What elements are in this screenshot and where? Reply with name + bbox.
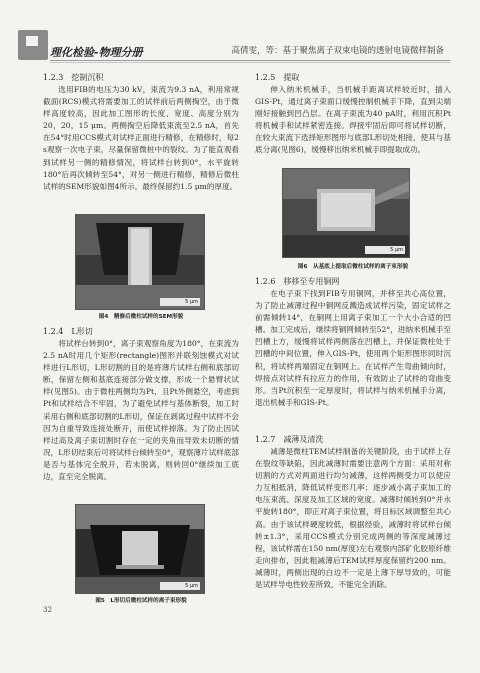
journal-logo (18, 30, 48, 60)
figure-5-image (75, 504, 205, 594)
header-rule-secondary (50, 62, 450, 63)
section-text: 伸入纳米机械手，当机械手距离试样较近时，插入GIS-Pt，通过离子束面口缓慢控制机械手下降，直到尖端刚好接触到凹凸层。在离子束流为40 pA时，利用沉积Pt将机械手和试样紧密连接。焊接牢固后即可将试样切断，在较大束流下选择矩形图形与底部L形切处相接，使其与基底分离(见图6)，缓慢移出纳米机械手即提取成功。 (255, 85, 451, 155)
section-title: 1.2.5 提取 (255, 73, 300, 82)
section-text: 将试样台转到0°，离子束观察角度为180°，在束流为2.5 nA时用几个矩形(rectangle)图形并联刻蚀模式对试样进行L形切，L形切割的目的是将薄片试样右侧和底部切断，保留左侧和基底连接部分做支撑，形成一个悬臂状试样(见图5)。由于微柱两侧均为Pt，且Pt外侧悬空，考虑到Pt和试样结合不牢固，为了避免试样与基体断裂，加工时采用右侧和底部切割的L形切，保证在剥离过程中试样不会因为自重导致连接处断开，而使试样掉落。为了防止因试样过高及离子束切割时存在一定的夹角而导致未切断的情况，L形切结束后可将试样台倾转至0°，观察薄片试样底部是否与基体完全脱开，若未脱离，则转回0°继续加工底边，直至完全脱离。 (43, 339, 239, 482)
figure-5-caption: 图5 L形切后微柱试样的离子束形貌 (95, 598, 187, 604)
section-text: 减薄是微柱TEM试样制备的关键阶段，由于试样上存在裂纹等缺陷，因此减薄时需要注意两个方面：采用对称切割的方式对两面进行均匀减薄，这样两侧受力可以使应力互相抵消，降低试样变形几率；逐步减小离子束加工的电压束流、深度及加工区域的宽度。减薄时倾转到0°并水平旋转180°，即正对离子束位置，将目标区域调整至共心高。由于该试样硬度较低，根据经验，减薄时将试样台倾转±1.3°，采用CCS模式分别完成两侧的等深度减薄过程，该试样需在150 nm(厚度)左右观察内部矿化胶原纤维走向排布，因此粗减薄后TEM试样厚度保留约200 nm。减薄时，两侧出现的白边不一定是上薄下厚导致的，可能是试样导电性较差所致，不能完全消除。 (255, 447, 451, 590)
figure-4-caption: 图4 精修后微柱试样的SEM形貌 (98, 314, 184, 320)
section-title: 1.2.3 挖制沉积 (43, 73, 104, 82)
section-1-2-4 (43, 326, 239, 483)
section-1-2-6 (255, 276, 451, 409)
page-number: 32 (43, 606, 52, 614)
figure-6-caption: 图6 从基底上提取后微柱试样的离子束形貌 (297, 264, 409, 270)
scale-bar: 5 μm (160, 298, 200, 306)
section-title: 1.2.7 减薄及清洗 (255, 435, 324, 444)
figure-6-image (282, 168, 410, 258)
section-title: 1.2.4 L形切 (43, 327, 93, 336)
section-1-2-5 (255, 72, 451, 157)
figure-4-image (75, 214, 205, 310)
section-title: 1.2.6 移移至专用铜网 (255, 277, 340, 286)
running-head: 高倩雯，等：基于聚焦离子双束电镜的透射电镜微样制备 (231, 46, 444, 56)
sem-micrograph (76, 215, 204, 309)
section-text: 选用FIB的电压为30 kV，束流为9.3 nA，利用常规截面(RCS)模式将需要加工的试样前后两侧掏空，由于微样高度较高，因此加工图形的长度、宽度、高度分别为20，20，15 μm。两侧掏空后降低束流至2.5 nA，首先在54°时用CCS模式对试样正面进行精修，在精修时，每2 s观察一次电子束，尽量保留微桩中的裂纹。为了能直观看到试样另一侧的精修情况，将试样台转到0°，水平旋转180°后再次倾转至54°，对另一侧进行精修，精修后微柱试样的SEM形貌如图4所示，最终保留约1.5 μm的厚度。 (43, 85, 239, 191)
scale-bar: 5 μm (365, 246, 405, 254)
section-text: 在电子束下找到FIB专用铜网，并移至共心高位置，为了防止减薄过程中铜网反溅造成试样污染，固定试样之前需倾转14°，在铜网上用离子束加工一个大小合适的凹槽。加工完成后，继续将铜网倾转至52°，进纳米机械手至凹槽上方，缓慢将试样两侧落在凹槽上，并保证微柱处于凹槽的中间位置，伸入GIS-Pt，使用两个矩形图形同时沉积，将试样两端固定在铜网上。在试样产生弯曲倾向时，焊接点对试样有拉应力的作用，有效防止了试样的弯曲变形。当Pt沉积至一定厚度时，将试样与纳米机械手分离，退出机械手和GIS-Pt。 (255, 289, 451, 407)
section-1-2-3 (43, 72, 239, 193)
header-rule (50, 60, 450, 61)
journal-name: 理化检验-物理分册 (50, 46, 143, 59)
ion-beam-micrograph (283, 169, 409, 257)
ion-beam-micrograph (76, 505, 204, 593)
section-1-2-7 (255, 434, 451, 591)
scale-bar: 5 μm (160, 582, 200, 590)
